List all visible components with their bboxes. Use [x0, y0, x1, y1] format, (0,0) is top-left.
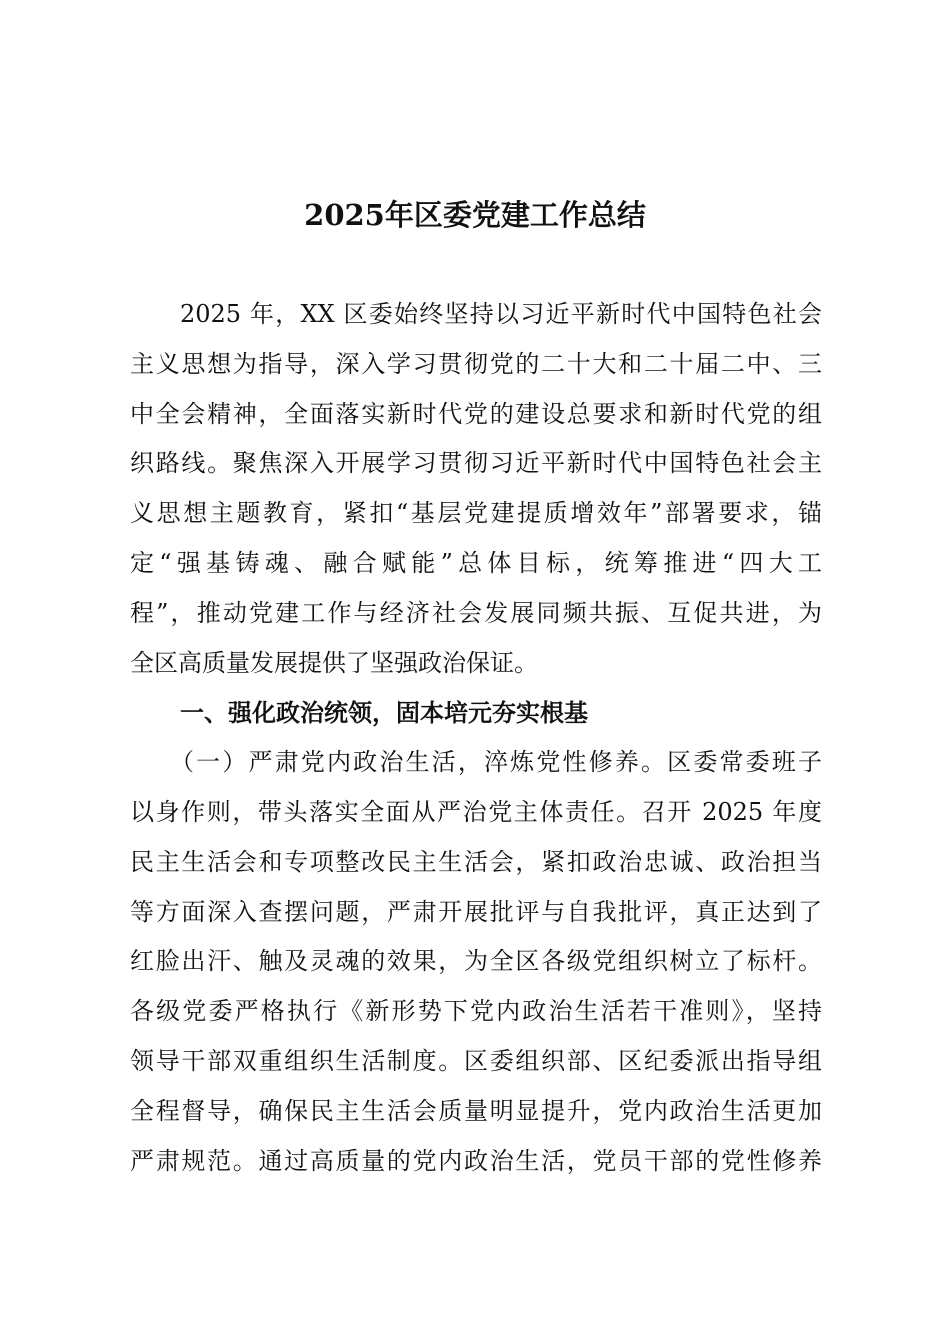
text-line: 严肃规范。通过高质量的党内政治生活，党员干部的党性修养 [130, 1146, 822, 1175]
text-line: 等方面深入查摆问题，严肃开展批评与自我批评，真正达到了 [130, 897, 822, 926]
text-line: （一）严肃党内政治生活，淬炼党性修养。区委常委班子 [170, 748, 822, 777]
text-line: 以身作则，带头落实全面从严治党主体责任。召开 2025 年度 [130, 797, 822, 826]
text-line: 全区高质量发展提供了坚强政治保证。 [130, 648, 538, 677]
text-line: 织路线。聚焦深入开展学习贯彻习近平新时代中国特色社会主 [130, 449, 822, 478]
paragraph-intro [130, 290, 822, 688]
text-line: 程”，推动党建工作与经济社会发展同频共振、互促共进，为 [130, 598, 822, 627]
text-line: 定“强基铸魂、融合赋能”总体目标，统筹推进“四大工 [130, 548, 822, 577]
text-line: 义思想主题教育，紧扣“基层党建提质增效年”部署要求，锚 [130, 499, 822, 528]
text-line: 民主生活会和专项整改民主生活会，紧扣政治忠诚、政治担当 [130, 847, 822, 876]
text-line: 2025 年，XX 区委始终坚持以习近平新时代中国特色社会 [180, 300, 822, 328]
text-line: 领导干部双重组织生活制度。区委组织部、区纪委派出指导组 [130, 1046, 822, 1075]
text-line: 全程督导，确保民主生活会质量明显提升，党内政治生活更加 [130, 1096, 822, 1125]
document-title: 2025年区委党建工作总结 [304, 198, 646, 232]
text-line: 红脸出汗、触及灵魂的效果，为全区各级党组织树立了标杆。 [130, 947, 822, 976]
paragraph-section-1-1 [130, 738, 822, 1186]
section-heading: 一、强化政治统领，固本培元夯实根基 [180, 698, 588, 728]
text-line: 中全会精神，全面落实新时代党的建设总要求和新时代党的组 [130, 399, 822, 428]
document-body [130, 290, 822, 1186]
text-line: 主义思想为指导，深入学习贯彻党的二十大和二十届二中、三 [130, 349, 822, 378]
text-line: 各级党委严格执行《新形势下党内政治生活若干准则》，坚持 [130, 997, 822, 1026]
